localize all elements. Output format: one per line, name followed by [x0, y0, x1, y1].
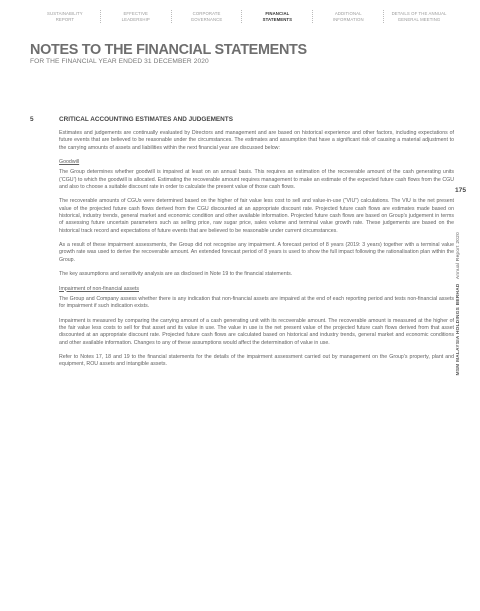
side-running-title	[455, 232, 467, 452]
impairment-paragraph-1: The Group and Company assess whether there is any indication that non-financial assets are impaired at the end of each reporting period and tests non-financial assets for impairment if such indication exists.	[59, 295, 454, 310]
nav-additional-information[interactable]	[313, 10, 384, 23]
nav-label-line1: FINANCIAL	[265, 11, 290, 16]
section-title: CRITICAL ACCOUNTING ESTIMATES AND JUDGEMENTS	[59, 116, 233, 123]
nav-sustainability-report[interactable]	[30, 10, 101, 23]
nav-label-line2: REPORT	[55, 16, 75, 22]
nav-financial-statements[interactable]	[242, 10, 313, 23]
goodwill-paragraph-1: The Group determines whether goodwill is impaired at least on an annual basis. This requires an estimation of the recoverable amount of the cash generating units (‘CGU’) to which the goodwill is allocated. Estimating the recoverable amount requires management to make an estimate of the expected future cash flows from the CGU and also to choose a suitable discount rate in order to calculate the present value of those cash flows.	[59, 169, 454, 191]
impairment-heading: Impairment of non-financial assets	[59, 285, 139, 292]
company-name: MSM MALAYSIA HOLDINGS BERHAD	[455, 283, 460, 376]
page-subtitle: FOR THE FINANCIAL YEAR ENDED 31 DECEMBER 2020	[30, 58, 209, 65]
page-number: 175	[455, 187, 467, 194]
section-heading	[30, 116, 454, 123]
side-running-text	[455, 232, 460, 452]
nav-label-line2: STATEMENTS	[262, 16, 293, 22]
impairment-paragraph-2: Impairment is measured by comparing the carrying amount of a cash generating unit with its recoverable amount. The recoverable amount is measured at the higher of the fair value less costs to sell for that asset and its value in use. The value in use is the net present value of the projected future cash flows derived from that asset discounted at an appropriate discount rate. Projected future cash flows are calculated based on historical and industry trends, general market and economic conditions and other available information. Changes to any of these assumptions would affect the determination of value in use.	[59, 317, 454, 346]
nav-label-line1: ADDITIONAL	[334, 11, 362, 16]
section-critical-estimates	[30, 116, 454, 376]
goodwill-paragraph-4: The key assumptions and sensitivity analysis are as disclosed in Note 19 to the financial statements.	[59, 271, 293, 278]
nav-corporate-governance[interactable]	[172, 10, 243, 23]
section-body	[59, 130, 454, 369]
nav-effective-leadership[interactable]	[101, 10, 172, 23]
nav-label-line1: CORPORATE	[192, 11, 221, 16]
section-number: 5	[30, 116, 34, 123]
goodwill-paragraph-2: The recoverable amounts of CGUs were determined based on the higher of fair value less cost to sell and value-in-use (“VIU”) calculations. The VIU is the net present value of the projected future cash flows derived from the CGU discounted at an appropriate discount rate. Projected future cash flows are estimates made based on historical, industry trends, general market and economic condition and other available information. Projected future cash flows are based on Group’s judgement in terms of assessing future uncertain parameters such as selling price, raw sugar price, sales volume and terminal value growth rate. These judgements are based on the historical track record and expectations of future events that are believed to be reasonable under current circumstances.	[59, 198, 454, 234]
nav-label-line2: LEADERSHIP	[121, 16, 150, 22]
page-title: NOTES TO THE FINANCIAL STATEMENTS	[30, 42, 307, 58]
nav-label-line2: INFORMATION	[332, 16, 364, 22]
nav-label-line2: GENERAL MEETING	[397, 16, 441, 22]
intro-paragraph: Estimates and judgements are continually evaluated by Directors and management and are based on historical experience and other factors, including expectations of future events that are believed to be reasonable under the circumstances. The estimates and assumption that have a significant risk of causing a material adjustment to the carrying amounts of assets and liabilities within the next financial year are discussed below:	[59, 130, 454, 151]
goodwill-heading: Goodwill	[59, 159, 80, 166]
nav-label-line1: SUSTAINABILITY	[47, 11, 83, 16]
nav-label-line1: DETAILS OF THE ANNUAL	[391, 11, 447, 16]
impairment-paragraph-3: Refer to Notes 17, 18 and 19 to the financial statements for the details of the impairment assessment carried out by management on the Group’s property, plant and equipment, ROU assets and intangible assets.	[59, 353, 454, 368]
goodwill-paragraph-3: As a result of these impairment assessments, the Group did not recognise any impairment. A forecast period of 8 years (2019: 3 years) together with a terminal value growth rate was used to derive the recoverable amount. An extended forecast period of 8 years is used to show the full impact following the rationalisation plan within the Group.	[59, 242, 454, 263]
report-name: Annual Report 2020	[455, 232, 460, 280]
top-navigation	[30, 10, 454, 23]
nav-label-line2: GOVERNANCE	[190, 16, 223, 22]
nav-label-line1: EFFECTIVE	[123, 11, 149, 16]
nav-annual-general-meeting[interactable]	[384, 10, 454, 23]
